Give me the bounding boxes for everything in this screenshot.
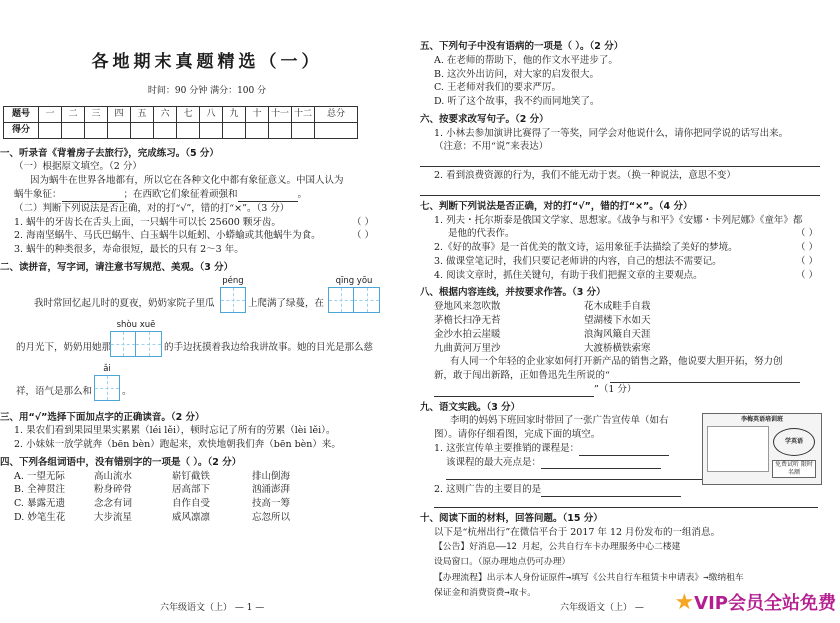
score-cell[interactable] — [200, 122, 223, 138]
score-cell[interactable] — [154, 122, 177, 138]
option-c[interactable]: C. 暴露无遗 — [14, 498, 65, 510]
score-head-cell: 九 — [223, 106, 246, 122]
s3-item-1: 1. 果农们看到果园里果实累累（léi lěi），顿时忘记了所有的劳累（lèi lěi）。 — [14, 425, 336, 437]
answer-paren[interactable]: （ ） — [351, 230, 374, 242]
judge-item — [420, 269, 840, 283]
answer-line[interactable] — [420, 154, 820, 167]
match-left[interactable]: 茅檐长扫净无苔 — [434, 315, 501, 327]
word: 崭钉截铁 — [172, 470, 211, 482]
score-cell[interactable] — [108, 122, 131, 138]
score-header-row — [4, 106, 358, 122]
score-cell[interactable] — [177, 122, 200, 138]
ad-heading: 李梅英语培训班 — [740, 415, 783, 423]
ad-text-panel — [707, 426, 769, 472]
s7-item-1: 1. 列夫・托尔斯泰是俄国文学家、思想家。《战争与和平》《安娜・卡列尼娜》《童年》都 — [434, 214, 803, 226]
writing-cell[interactable] — [110, 331, 136, 357]
pinyin: péng — [222, 275, 244, 286]
answer-paren[interactable]: （ ） — [795, 228, 818, 240]
section-9 — [420, 401, 840, 509]
score-head-cell: 十二 — [292, 106, 315, 122]
s9-text: 2. 这则广告的主要目的是 — [434, 484, 542, 496]
s1-part1-head: （一）根据原文填空。（2 分） — [14, 161, 142, 173]
writing-cell[interactable] — [220, 287, 246, 313]
judge-text: 4. 阅读文章时，抓住关键句，有助于我们把握文章的主要观点。 — [434, 269, 703, 281]
score-head-cell: 六 — [154, 106, 177, 122]
match-left[interactable]: 九曲黄河万里沙 — [434, 342, 501, 354]
fill-blank[interactable] — [610, 382, 800, 383]
fill-blank[interactable] — [541, 496, 681, 497]
s10-intro: 以下是“杭州出行”在微信平台于 2017 年 12 月份发布的一组消息。 — [434, 526, 721, 538]
s2-text: 的月光下，奶奶用她那 — [16, 341, 112, 353]
score-head-cell: 二 — [62, 106, 85, 122]
judge-text: 2. 海南坚蜗牛、马氏巴蜗牛、白玉蜗牛以蚯蚓、小蟒蝓或其他蜗牛为食。 — [14, 230, 321, 242]
page-footer-left: 六年级语文（上） — 1 — — [160, 602, 265, 613]
match-left[interactable]: 登地风来忽吹散 — [434, 301, 501, 313]
s9-text: 该课程的最大亮点是： — [446, 456, 542, 468]
match-left[interactable]: 金沙水拍云崖暖 — [434, 328, 501, 340]
s5-option-b[interactable]: B. 这次外出访问，对大家的启发很大。 — [434, 68, 600, 80]
score-head-cell: 总分 — [315, 106, 358, 122]
vip-text: VIP会员全站免费 — [694, 593, 836, 615]
answer-paren[interactable]: （ ） — [795, 269, 818, 281]
score-head-cell: 十一 — [269, 106, 292, 122]
ad-tag: 免费试听 限时名额 — [772, 460, 816, 478]
option-d[interactable]: D. 妙笔生花 — [14, 511, 66, 523]
judge-item — [420, 255, 840, 269]
s8-para-2 — [420, 369, 840, 383]
score-head-cell: 一 — [39, 106, 62, 122]
word: 大步流星 — [94, 511, 133, 523]
answer-paren[interactable]: （ ） — [795, 255, 818, 267]
s1-text: 蜗牛象征： — [14, 188, 62, 200]
s9-para-2: 图）。请你仔细看图，完成下面的填空。 — [434, 429, 601, 441]
section-6-head: 六、按要求改写句子。（2 分） — [420, 113, 549, 125]
pinyin-line-2 — [0, 319, 414, 363]
fill-blank[interactable] — [541, 468, 661, 469]
score-cell[interactable] — [131, 122, 154, 138]
judge-text: 是他的代表作。 — [448, 228, 515, 240]
pinyin-box — [110, 319, 162, 357]
s9-q2 — [420, 483, 840, 497]
option-b[interactable]: B. 全神贯注 — [14, 484, 66, 496]
s2-text: 的手边抚摸着我边给我讲故事。她的目光是那么慈 — [164, 341, 374, 353]
s2-text: 我时常回忆起儿时的夏夜，奶奶家院子里瓜 — [34, 297, 215, 309]
score-head-cell: 十 — [246, 106, 269, 122]
match-right[interactable]: 大渡桥横铁索寒 — [584, 342, 651, 354]
s9-para-1: 李明的妈妈下班回家时带回了一张广告宣传单（如右 — [450, 415, 669, 427]
s8-text: ”（1 分） — [594, 383, 637, 395]
answer-line[interactable] — [446, 469, 710, 480]
judge-text: 1. 蜗牛的牙齿长在舌头上面，一只蜗牛可以长 25600 颗牙齿。 — [14, 216, 281, 228]
exam-title: 各地期末真题精选（一） — [91, 52, 323, 72]
score-head-cell: 七 — [177, 106, 200, 122]
s6-item-2: 2. 看到浪费资源的行为，我们不能无动于衷。（换一种说法，意思不变） — [434, 170, 736, 182]
judge-text: 3. 做课堂笔记时，我们只要记老师讲的内容，自己的想法不需要记。 — [434, 255, 722, 267]
s6-item-1-note: （注意：不用“说”来表达） — [434, 141, 549, 153]
s1-part2-head: （二）判断下列说法是否正确，对的打“√”，错的打“×”。（3 分） — [14, 202, 290, 214]
match-right[interactable]: 望湖楼下水如天 — [584, 315, 651, 327]
exam-meta: 时间：90 分钟 满分：100 分 — [147, 85, 267, 96]
pinyin-line-1 — [0, 275, 414, 319]
vip-banner[interactable] — [674, 587, 836, 619]
section-5-head: 五、下列句子中没有语病的一项是（ ）。（2 分） — [420, 41, 624, 52]
s4-row-c — [0, 497, 414, 511]
s5-option-a[interactable]: A. 在老师的帮助下，他的作文水平进步了。 — [434, 54, 618, 66]
option-a[interactable]: A. 一望无际 — [14, 470, 65, 482]
s5-option-c[interactable]: C. 王老师对我们的要求严厉。 — [434, 82, 561, 94]
pinyin: qīng yōu — [335, 275, 373, 286]
page-footer-right: 六年级语文（上） — — [560, 602, 644, 613]
pinyin: shòu xuē — [116, 319, 156, 330]
score-cell[interactable] — [246, 122, 269, 138]
judge-item — [420, 241, 840, 255]
section-2-head: 二、读拼音，写字词，请注意书写规范、美观。（3 分） — [0, 261, 234, 273]
judge-item — [420, 227, 840, 241]
writing-cell[interactable] — [354, 287, 380, 313]
score-cell[interactable] — [315, 122, 358, 138]
word: 居高部下 — [172, 484, 211, 496]
s5-option-d[interactable]: D. 听了这个故事，我不约而同地笑了。 — [434, 96, 600, 108]
notice-line: 【公告】好消息——12 月起，公共自行车卡办理服务中心二楼建 — [434, 541, 681, 552]
s1-passage-line2 — [0, 188, 414, 202]
match-right[interactable]: 浪淘风簸自天涯 — [584, 328, 651, 340]
word: 排山倒海 — [252, 470, 291, 482]
score-head-cell: 八 — [200, 106, 223, 122]
left-page — [0, 0, 414, 623]
word: 忘忽所以 — [252, 511, 291, 523]
s1-passage-line1: 因为蜗牛在世界各地都有，所以它在各种文化中都有象征意义。中国人认为 — [30, 175, 344, 187]
pinyin-box — [220, 275, 246, 313]
score-head-cell: 三 — [85, 106, 108, 122]
s2-text: 。 — [122, 385, 132, 397]
s1-text: ；在西欧它们象征着顽强和 — [123, 188, 238, 200]
score-cell[interactable] — [269, 122, 292, 138]
section-10-head: 十、阅读下面的材料，回答问题。（15 分） — [420, 513, 603, 525]
star-icon: ★ — [674, 590, 695, 616]
s3-item-2: 2. 小妹妹一放学就奔（bēn bèn）跑起来，欢快地朝我们奔（bēn bèn）来。 — [14, 439, 341, 451]
s1-text: 。 — [297, 188, 308, 200]
writing-cell[interactable] — [94, 375, 120, 401]
score-head-cell: 题号 — [4, 106, 39, 122]
answer-line[interactable] — [434, 497, 818, 508]
score-table — [3, 106, 358, 139]
advertisement-image — [702, 413, 822, 485]
score-value-row — [4, 122, 358, 138]
answer-paren[interactable]: （ ） — [795, 242, 818, 254]
matching-list — [420, 300, 840, 355]
answer-paren[interactable]: （ ） — [351, 216, 374, 228]
section-3-head: 三、用“√”选择下面加点字的正确读音。（2 分） — [0, 411, 205, 423]
s8-para-3 — [420, 383, 840, 397]
judge-item: 3. 蜗牛的种类很多，寿命很短，最长的只有 2～3 年。 — [14, 244, 244, 256]
pinyin: ǎi — [103, 363, 111, 374]
s4-row-b — [0, 483, 414, 497]
writing-cell[interactable] — [136, 331, 162, 357]
score-row-label: 得分 — [4, 122, 39, 138]
section-9-head: 九、语文实践。（3 分） — [420, 401, 521, 413]
word: 技高一筹 — [252, 498, 291, 510]
notice-line: 设局窗口。（原办理地点仍可办理） — [434, 557, 571, 568]
judge-item — [0, 216, 414, 230]
s2-text: 祥，语气是那么和 — [16, 385, 93, 397]
s9-text: 1. 这张宣传单主要推销的课程是： — [434, 442, 580, 454]
pinyin-line-3 — [0, 363, 414, 407]
answer-line[interactable] — [420, 183, 820, 196]
notice-line: 保证金和消费资费→取卡。 — [434, 587, 537, 598]
pinyin-box — [94, 363, 120, 401]
word: 汹涌澎湃 — [252, 484, 291, 496]
fill-blank[interactable] — [434, 396, 594, 397]
score-head-cell: 四 — [108, 106, 131, 122]
match-right[interactable]: 花木成畦手自栽 — [584, 301, 651, 313]
s2-text: 上爬满了绿蔓，在 — [248, 297, 325, 309]
s6-item-1: 1. 小林去参加演讲比赛得了一等奖，同学会对他说什么，请你把同学说的话写出来。 — [434, 127, 789, 139]
section-4-head: 四、下列各组词语中，没有错别字的一项是（ ）。（2 分） — [0, 456, 242, 468]
word: 威风凛凛 — [172, 511, 211, 523]
score-cell[interactable] — [85, 122, 108, 138]
word: 自作自受 — [172, 498, 211, 510]
word: 高山流水 — [94, 470, 133, 482]
section-7-head: 七、判断下列说法是否正确，对的打“√”，错的打“×”。（4 分） — [420, 200, 693, 212]
score-cell[interactable] — [292, 122, 315, 138]
notice-line: 【办理流程】出示本人身份证原件→填写《公共自行车租赁卡申请表》→缴纳租车 — [434, 572, 744, 583]
score-cell[interactable] — [223, 122, 246, 138]
s8-text: 新，敢于闯出新路，正如鲁迅先生所说的“ — [434, 370, 610, 382]
word: 粉身碎骨 — [94, 484, 133, 496]
word: 念念有词 — [94, 498, 133, 510]
pinyin-box — [328, 275, 380, 313]
section-8-head: 八、根据内容连线，并按要求作答。（3 分） — [420, 287, 606, 299]
ad-seal: 学英语 — [773, 428, 815, 456]
writing-cell[interactable] — [328, 287, 354, 313]
section-1-head: 一、听录音《背着房子去旅行》，完成练习。（5 分） — [0, 147, 219, 159]
s8-para-1: 有人同一个年轻的企业家如何打开新产品的销售之路，他说要大胆开拓，努力创 — [450, 356, 783, 368]
score-head-cell: 五 — [131, 106, 154, 122]
judge-item — [0, 229, 414, 243]
right-page — [420, 0, 840, 623]
s4-row-a — [0, 470, 414, 484]
s4-row-d — [0, 511, 414, 525]
judge-text: 2.《好的故事》是一首优美的散文诗，运用象征手法描绘了美好的梦境。 — [434, 242, 738, 254]
score-cell[interactable] — [62, 122, 85, 138]
score-cell[interactable] — [39, 122, 62, 138]
